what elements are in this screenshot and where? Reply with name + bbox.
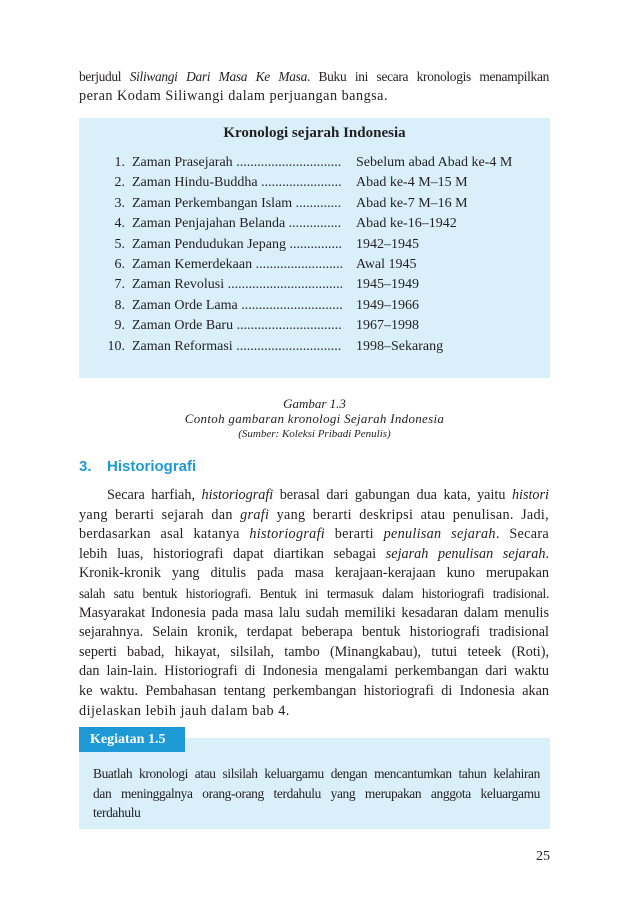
chronology-title: Kronologi sejarah Indonesia [223, 125, 406, 141]
figure-source: (Sumber: Koleksi Pribadi Penulis) [238, 428, 391, 440]
section-heading [79, 458, 196, 475]
historiografi-paragraph [79, 486, 549, 721]
body-line [79, 506, 549, 526]
activity-line: Buatlah kronologi atau silsilah keluargamu dengan mencantumkan tahun kelahiran [93, 766, 540, 781]
body-text: yang berarti deskripsi atau penulisan. Jadi, [269, 506, 549, 523]
chronology-row [79, 235, 550, 255]
figure-title: Contoh gambaran kronologi Sejarah Indonesia [184, 411, 445, 426]
chronology-row-number: 3. [114, 195, 125, 211]
body-line [79, 525, 549, 545]
chronology-period: 1967–1998 [356, 318, 419, 334]
chronology-period: 1949–1966 [356, 297, 419, 313]
chronology-period: Abad ke-16–1942 [356, 216, 457, 232]
body-text: berasal dari gabungan dua kata, yaitu [273, 487, 512, 503]
term: historiografi [201, 487, 274, 503]
activity-line: terdahulu [93, 805, 141, 821]
body-text: berarti [325, 526, 384, 543]
chronology-row [79, 337, 550, 357]
chronology-row-number: 7. [114, 277, 125, 293]
body-text: Secara harfiah, [107, 487, 202, 503]
body-text: lebih luas, historiografi dapat diartikan sebagai [79, 545, 386, 562]
chronology-era: Zaman Orde Baru ..... [132, 316, 342, 336]
chronology-period: 1945–1949 [356, 277, 419, 293]
chronology-row [79, 275, 550, 295]
chronology-row [79, 153, 550, 173]
chronology-period: 1942–1945 [356, 236, 419, 252]
chronology-era: Zaman Penjajahan Belanda ..... [132, 214, 342, 234]
chronology-row [79, 296, 550, 316]
intro-text: . Buku ini secara kronologis menampilkan [307, 69, 549, 84]
activity-instructions [93, 764, 540, 823]
body-line: dan lain-lain. Historiografi di Indonesia mengalami perkembangan dari waktu [79, 663, 549, 680]
chronology-row [79, 255, 550, 275]
chronology-row [79, 194, 550, 214]
chronology-row-number: 4. [114, 216, 125, 232]
body-line: seperti babad, hikayat, silsilah, tambo (Minangkabau), tutui teteek (Roti), [79, 643, 549, 660]
chronology-row-number: 8. [114, 297, 125, 313]
activity-label: Kegiatan 1.5 [79, 727, 185, 752]
chronology-row-number: 1. [114, 155, 125, 170]
body-text: yang berarti sejarah dan [79, 506, 241, 523]
chronology-row-number: 6. [114, 257, 125, 272]
body-line: dijelaskan lebih jauh dalam bab 4. [79, 702, 290, 719]
chronology-era: Zaman Perkembangan Islam ..... [132, 194, 342, 214]
intro-line-2: peran Kodam Siliwangi dalam perjuangan bangsa. [79, 87, 389, 104]
chronology-row-number: 10. [107, 338, 125, 354]
chronology-era: Zaman Revolusi ..... [132, 275, 342, 295]
chronology-era: Zaman Hindu-Buddha ..... [132, 173, 342, 193]
section-title: Historiografi [107, 458, 197, 475]
body-text: berdasarkan asal katanya [79, 526, 250, 543]
intro-text: berjudul [79, 69, 130, 84]
intro-line-1 [79, 67, 549, 87]
chronology-era: Zaman Orde Lama ..... [132, 296, 342, 316]
term: histori [511, 487, 549, 503]
chronology-box [79, 118, 550, 378]
chronology-period: Sebelum abad Abad ke-4 M [356, 155, 513, 170]
body-line [79, 545, 549, 565]
chronology-period: Abad ke-4 M–15 M [356, 175, 468, 191]
body-line: Masyarakat Indonesia pada masa lalu sudah memiliki kesadaran dalam menulis [79, 604, 549, 621]
intro-paragraph [79, 67, 549, 106]
chronology-era: Zaman Pendudukan Jepang ..... [132, 235, 342, 255]
body-line: ke waktu. Pembahasan tentang perkembangan historiografi di Indonesia akan [79, 682, 549, 699]
chronology-period: Abad ke-7 M–16 M [356, 195, 468, 211]
page-number: 25 [536, 849, 550, 864]
body-line: Kronik-kronik yang ditulis pada masa kerajaan-kerajaan kuno merupakan [79, 565, 549, 582]
body-text: . Secara [495, 526, 549, 543]
section-number: 3. [79, 458, 92, 475]
chronology-era: Zaman Kemerdekaan ..... [132, 255, 342, 275]
term: historiografi [249, 526, 326, 543]
book-title: Siliwangi Dari Masa Ke Masa [129, 69, 307, 84]
chronology-row [79, 214, 550, 234]
activity-line: dan meninggalnya orang-orang terdahulu yang merupakan anggota keluargamu [93, 785, 540, 801]
body-line: salah satu bentuk historiografi. Bentuk ini termasuk dalam historiografi tradisional. [79, 585, 549, 601]
chronology-era: Zaman Reformasi ..... [132, 337, 342, 357]
body-text: . [545, 545, 549, 562]
chronology-row-number: 9. [114, 318, 125, 334]
body-line: sejarahnya. Selain kronik, terdapat beberapa bentuk historiografi tradisional [79, 624, 549, 641]
chronology-era: Zaman Prasejarah ..... [132, 153, 342, 173]
body-line [79, 486, 549, 506]
term: grafi [240, 506, 270, 523]
chronology-row [79, 173, 550, 193]
chronology-row [79, 316, 550, 336]
figure-label: Gambar 1.3 [283, 396, 346, 411]
chronology-row-number: 2. [114, 175, 125, 191]
term: sejarah penulisan sejarah [385, 545, 546, 562]
term: penulisan sejarah [383, 526, 496, 543]
chronology-period: Awal 1945 [356, 257, 417, 272]
chronology-row-number: 5. [114, 236, 125, 252]
chronology-period: 1998–Sekarang [356, 338, 444, 354]
